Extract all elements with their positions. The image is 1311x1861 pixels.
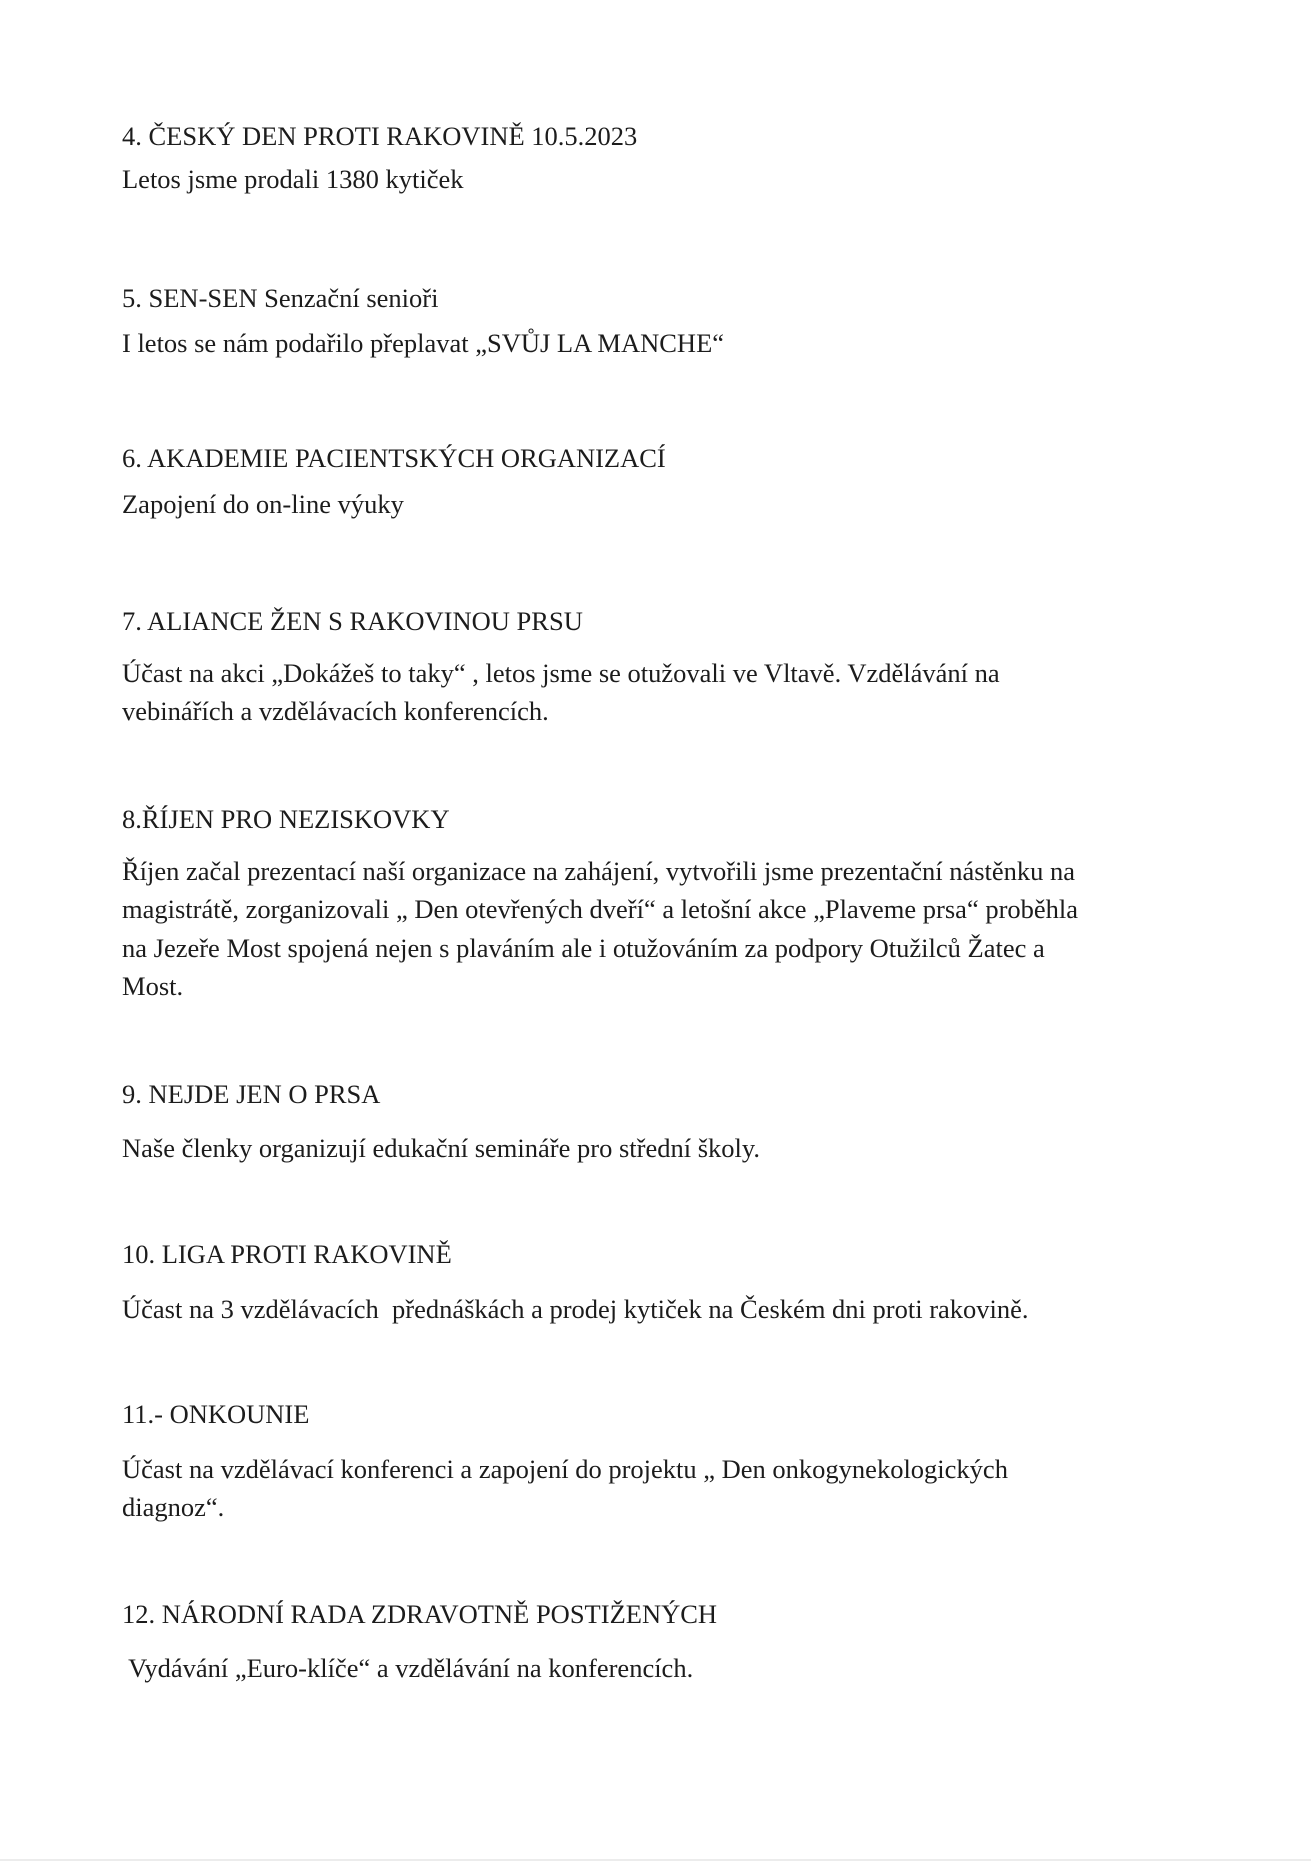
section-text: Účast na akci „Dokážeš to taky“ , letos jsme se otužovali ve Vltavě. Vzdělávání na — [122, 658, 1000, 688]
section-text: Most. — [122, 971, 184, 1001]
section-heading: 8.ŘÍJEN PRO NEZISKOVKY — [122, 804, 450, 834]
section-text: Naše členky organizují edukační semináře pro střední školy. — [122, 1133, 761, 1163]
section-text: Letos jsme prodali 1380 kytiček — [122, 164, 464, 194]
section-heading: 5. SEN-SEN Senzační senioři — [122, 283, 439, 313]
section-text: I letos se nám podařilo přeplavat „SVŮJ LA MANCHE“ — [122, 328, 725, 358]
section-text: Účast na vzdělávací konferenci a zapojení do projektu „ Den onkogynekologických — [122, 1454, 1008, 1484]
section-text: Zapojení do on-line výuky — [122, 489, 404, 519]
section-text: vebinářích a vzdělávacích konferencích. — [122, 696, 549, 726]
section-text: Říjen začal prezentací naší organizace na zahájení, vytvořili jsme prezentační nástěnku na — [122, 856, 1076, 886]
section-heading: 12. NÁRODNÍ RADA ZDRAVOTNĚ POSTIŽENÝCH — [122, 1599, 718, 1629]
section-text: Účast na 3 vzdělávacích přednáškách a prodej kytiček na Českém dni proti rakovině. — [122, 1294, 1029, 1324]
section-heading: 10. LIGA PROTI RAKOVINĚ — [122, 1239, 452, 1269]
section-heading: 4. ČESKÝ DEN PROTI RAKOVINĚ 10.5.2023 — [122, 121, 638, 151]
section-text: Vydávání „Euro-klíče“ a vzdělávání na konferencích. — [122, 1653, 694, 1683]
section-text: na Jezeře Most spojená nejen s plaváním ale i otužováním za podpory Otužilců Žatec a — [122, 933, 1045, 963]
section-heading: 6. AKADEMIE PACIENTSKÝCH ORGANIZACÍ — [122, 443, 666, 473]
section-heading: 7. ALIANCE ŽEN S RAKOVINOU PRSU — [122, 606, 583, 636]
section-heading: 9. NEJDE JEN O PRSA — [122, 1079, 381, 1109]
section-text: diagnoz“. — [122, 1492, 225, 1522]
section-text: magistrátě, zorganizovali „ Den otevřených dveří“ a letošní akce „Plaveme prsa“ proběhla — [122, 894, 1079, 924]
section-heading: 11.- ONKOUNIE — [122, 1399, 310, 1429]
